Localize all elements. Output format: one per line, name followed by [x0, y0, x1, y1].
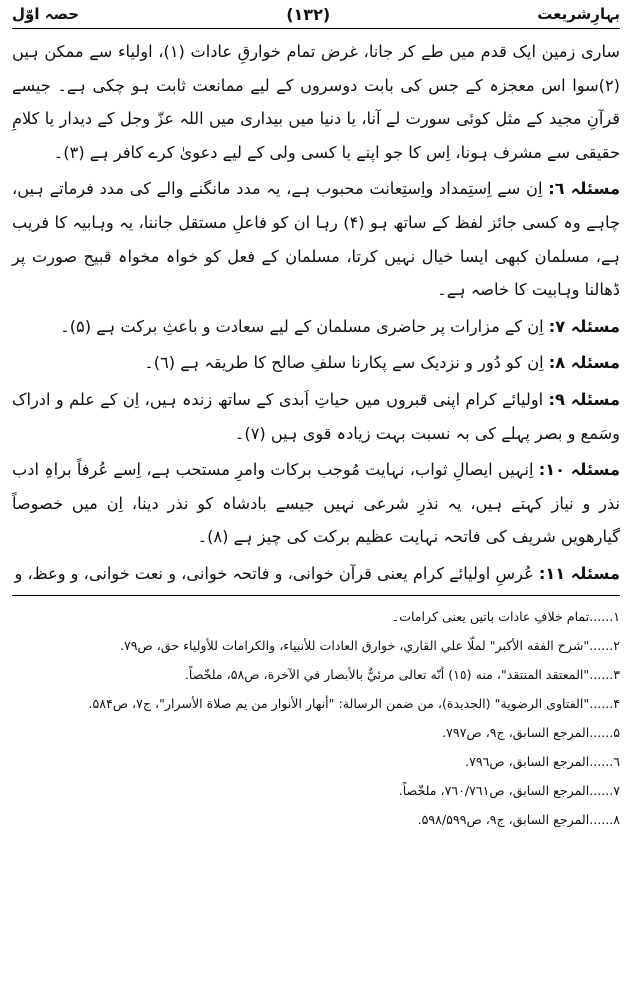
masala-label: مسئلہ ۸:	[548, 353, 620, 373]
footnote-number: ۴......	[589, 695, 620, 711]
footnotes	[12, 602, 620, 834]
footnote	[12, 631, 620, 660]
footnote-text: "الفتاوى الرضوية" (الجديدة)، من ضمن الرسالة: "أنهار الأنوار من يم صلاة الأسرار"، ج۷، ص۵۸۴.	[88, 695, 590, 711]
masala-label: مسئلہ ٦:	[548, 179, 620, 199]
masala-text: اِن کے مزارات پر حاضری مسلمان کے لیے سعادت و باعثِ برکت ہے (۵)۔	[60, 316, 544, 336]
masala-text: اِنہیں ایصالِ ثواب، نہایت مُوجب برکات وامرِ مستحب ہے، اِسے عُرفاً براہِ ادب نذر و نیاز کہتے ہیں، یہ نذرِ شرعی نہیں جیسے بادشاہ کو نذر دینا، اِن میں خصوصاً گیارھویں شریف کی فاتحہ نہایت عظیم برکت کی چیز ہے (۸)۔	[12, 460, 620, 547]
masala-text: اِن کو دُور و نزدیک سے پکارنا سلفِ صالح کا طریقہ ہے (٦)۔	[144, 353, 544, 373]
footnote	[12, 776, 620, 805]
footnote-divider	[12, 595, 620, 596]
footnote	[12, 718, 620, 747]
footnote	[12, 602, 620, 631]
page-number: (۱۳۲)	[286, 4, 331, 24]
masala-label: مسئلہ ١١:	[538, 563, 620, 583]
footnote	[12, 747, 620, 776]
page-header	[12, 0, 620, 29]
masala-text: اولیائے کرام اپنی قبروں میں حیاتِ اَبدی کے ساتھ زندہ ہیں، اِن کے علم و ادراک وسَمع و بصر پہلے کی بہ نسبت بہت زیادہ قوی ہیں (۷)۔	[12, 389, 620, 443]
footnote-number: ۵......	[589, 724, 620, 740]
footnote-text: المرجع السابق، ج۹، ص۷۹۷.	[442, 724, 590, 740]
masala-6	[12, 172, 620, 306]
masala-label: مسئلہ ١٠:	[538, 460, 620, 480]
masala-text: عُرسِ اولیائے کرام یعنی قرآن خوانی، و فاتحہ خوانی، و نعت خوانی، و وعظ، و	[14, 563, 534, 583]
part-title: حصہ اوّل	[12, 5, 80, 23]
masala-10	[12, 453, 620, 554]
masala-label: مسئلہ ۹:	[548, 389, 620, 409]
masala-7	[12, 310, 620, 344]
footnote-text: المرجع السابق، ص۷٦۰/۷٦۱، ملخّصاً.	[398, 782, 590, 798]
footnote-number: ۷......	[589, 782, 620, 798]
footnote-number: ٦......	[589, 753, 620, 769]
footnote-text: "شرح الفقه الأكبر" لملّا علي القاري، خوارق العادات للأنبياء، والكرامات للأولياء حق، ص۷۹.	[119, 637, 590, 653]
footnote-number: ۱......	[589, 608, 620, 624]
footnote	[12, 689, 620, 718]
footnote-text: تمام خلافِ عادات باتیں یعنی کرامات۔	[391, 608, 590, 624]
footnote-text: المرجع السابق، ص۷۹٦.	[465, 753, 590, 769]
masala-9	[12, 383, 620, 450]
masala-text: اِن سے اِستِمداد واِستِعانت محبوب ہے، یہ مدد مانگنے والے کی مدد فرماتے ہیں، چاہے وہ کسی جائز لفظ کے ساتھ ہو (۴) رہا ان کو فاعلِ مستقل جاننا، یہ وہابیہ کا فریب ہے، مسلمان کبھی ایسا خیال نہیں کرتا، مسلمان کے فعل کو خواہ مخواہ قبیح صورت پر ڈھالنا وہابیت کا خاصہ ہے۔	[12, 179, 620, 300]
footnote	[12, 805, 620, 834]
main-text	[12, 29, 620, 591]
footnote-text: "المعتقد المنتقد"، منه (١٥) أنّه تعالى مرئيٌّ بالأبصار في الآخرة، ص۵۸، ملخّصاً.	[184, 666, 590, 682]
masala-8	[12, 346, 620, 380]
paragraph-text: ساری زمین ایک قدم میں طے کر جانا، غرض تمام خوارقِ عادات (۱)، اولیاء سے ممکن ہیں (۲)سوا اس معجزہ کے جس کی بابت دوسروں کے لیے ممانعت ثابت ہو چکی ہے۔ جیسے قرآنِ مجید کے مثل کوئی سورت لے آنا، یا دنیا میں بیداری میں اللہ عزّ وجل کے دیدار یا کلامِ حقیقی سے مشرف ہونا، اِس کا جو اپنے یا کسی ولی کے لیے دعویٰ کرے کافر ہے (۳)۔	[12, 42, 620, 162]
paragraph	[12, 35, 620, 169]
footnote	[12, 660, 620, 689]
masala-label: مسئلہ ۷:	[548, 316, 620, 336]
footnote-number: ۳......	[589, 666, 620, 682]
book-title: بہارِشریعت	[537, 5, 620, 23]
footnote-text: المرجع السابق، ج۹، ص۵۹۸/۵۹۹.	[417, 811, 590, 827]
masala-11	[12, 557, 620, 591]
footnote-number: ۸......	[589, 811, 620, 827]
footnote-number: ۲......	[589, 637, 620, 653]
